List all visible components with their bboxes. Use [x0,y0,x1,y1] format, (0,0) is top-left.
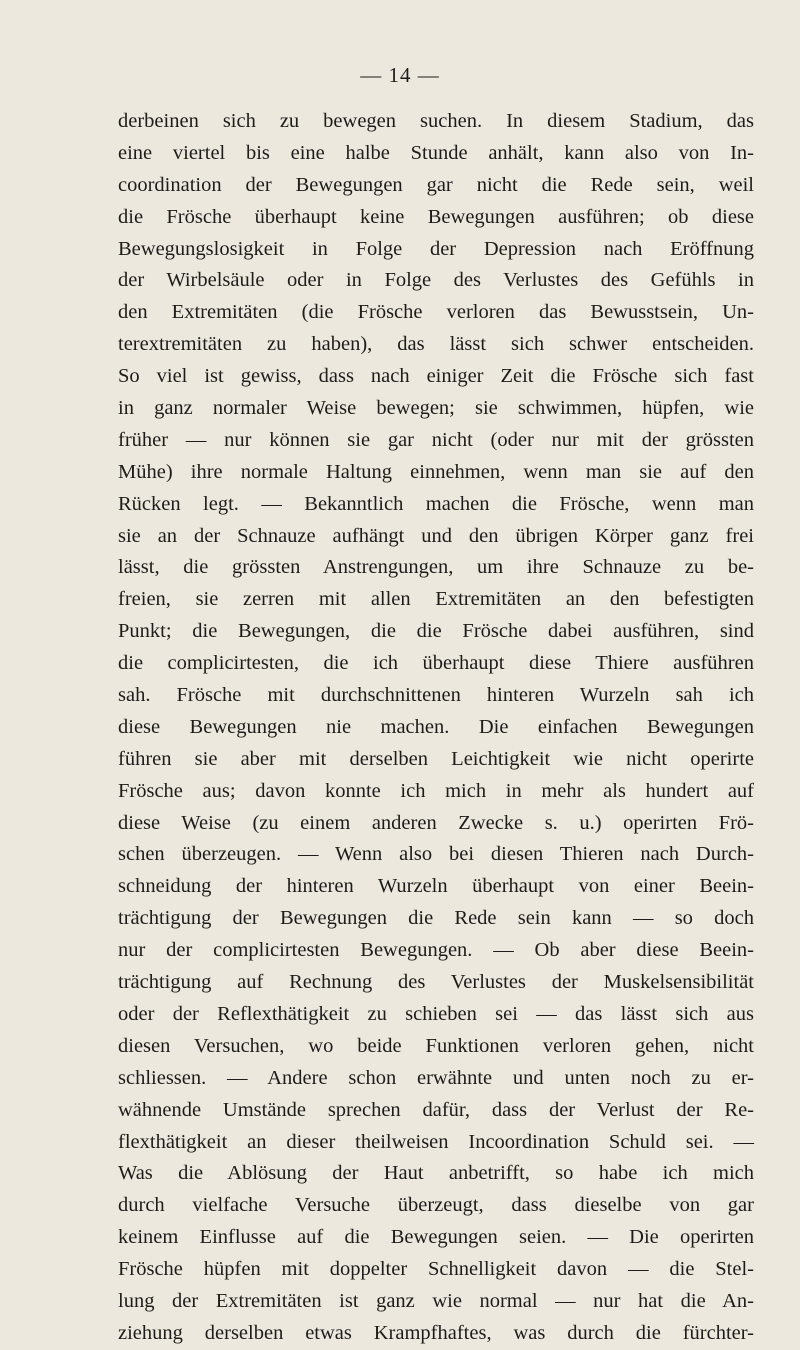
text-line: schliessen. — Andere schon erwähnte und unten noch zu er- [118,1066,754,1089]
text-line: durch vielfache Versuche überzeugt, dass dieselbe von gar [118,1194,754,1217]
text-line: Was die Ablösung der Haut anbetrifft, so habe ich mich [118,1162,754,1185]
text-line: oder der Reflexthätigkeit zu schieben sei — das lässt sich aus [118,1002,754,1025]
text-line: Frösche hüpfen mit doppelter Schnelligkeit davon — die Stel- [118,1258,754,1281]
text-line: Rücken legt. — Bekanntlich machen die Frösche, wenn man [118,492,754,515]
text-line: sie an der Schnauze aufhängt und den übrigen Körper ganz frei [118,524,754,547]
text-line: schneidung der hinteren Wurzeln überhaupt von einer Beein- [118,875,754,898]
page-number: — 14 — [360,63,440,87]
text-line: eine viertel bis eine halbe Stunde anhält, kann also von In- [118,141,754,164]
text-line: der Wirbelsäule oder in Folge des Verlustes des Gefühls in [118,269,754,292]
text-line: flexthätigkeit an dieser theilweisen Incoordination Schuld sei. — [118,1130,754,1153]
text-line: terextremitäten zu haben), das lässt sich schwer entscheiden. [118,333,754,356]
text-line: freien, sie zerren mit allen Extremitäten an den befestigten [118,588,754,611]
text-line: nur der complicirtesten Bewegungen. — Ob aber diese Beein- [118,939,754,962]
body-text [118,106,754,1350]
text-line: keinem Einflusse auf die Bewegungen seien. — Die operirten [118,1226,754,1249]
text-line: trächtigung auf Rechnung des Verlustes der Muskelsensibilität [118,971,754,994]
text-line: früher — nur können sie gar nicht (oder nur mit der grössten [118,428,754,451]
text-line: derbeinen sich zu bewegen suchen. In diesem Stadium, das [118,110,754,132]
text-line: Frösche aus; davon konnte ich mich in mehr als hundert auf [118,779,754,802]
text-line: die complicirtesten, die ich überhaupt diese Thiere ausführen [118,652,754,675]
text-line: diese Weise (zu einem anderen Zwecke s. u.) operirten Frö- [118,811,754,834]
text-line: den Extremitäten (die Frösche verloren das Bewusstsein, Un- [118,301,754,324]
text-line: coordination der Bewegungen gar nicht die Rede sein, weil [118,173,754,196]
text-line: Mühe) ihre normale Haltung einnehmen, wenn man sie auf den [118,460,754,483]
text-line: wähnende Umstände sprechen dafür, dass der Verlust der Re- [118,1098,754,1121]
text-line: führen sie aber mit derselben Leichtigkeit wie nicht operirte [118,747,754,770]
text-line: So viel ist gewiss, dass nach einiger Zeit die Frösche sich fast [118,365,754,388]
text-line: trächtigung der Bewegungen die Rede sein kann — so doch [118,907,754,930]
text-line: diesen Versuchen, wo beide Funktionen verloren gehen, nicht [118,1034,754,1057]
text-line: sah. Frösche mit durchschnittenen hinteren Wurzeln sah ich [118,684,754,707]
text-line: lung der Extremitäten ist ganz wie normal — nur hat die An- [118,1289,754,1312]
text-line: lässt, die grössten Anstrengungen, um ihre Schnauze zu be- [118,556,754,579]
text-line: ziehung derselben etwas Krampfhaftes, was durch die fürchter- [118,1321,754,1344]
text-line: die Frösche überhaupt keine Bewegungen ausführen; ob diese [118,205,754,228]
text-line: diese Bewegungen nie machen. Die einfachen Bewegungen [118,715,754,738]
text-line: in ganz normaler Weise bewegen; sie schwimmen, hüpfen, wie [118,397,754,420]
text-line: Punkt; die Bewegungen, die die Frösche dabei ausführen, sind [118,620,754,643]
text-line: Bewegungslosigkeit in Folge der Depression nach Eröffnung [118,237,754,260]
text-line: schen überzeugen. — Wenn also bei diesen Thieren nach Durch- [118,843,754,866]
